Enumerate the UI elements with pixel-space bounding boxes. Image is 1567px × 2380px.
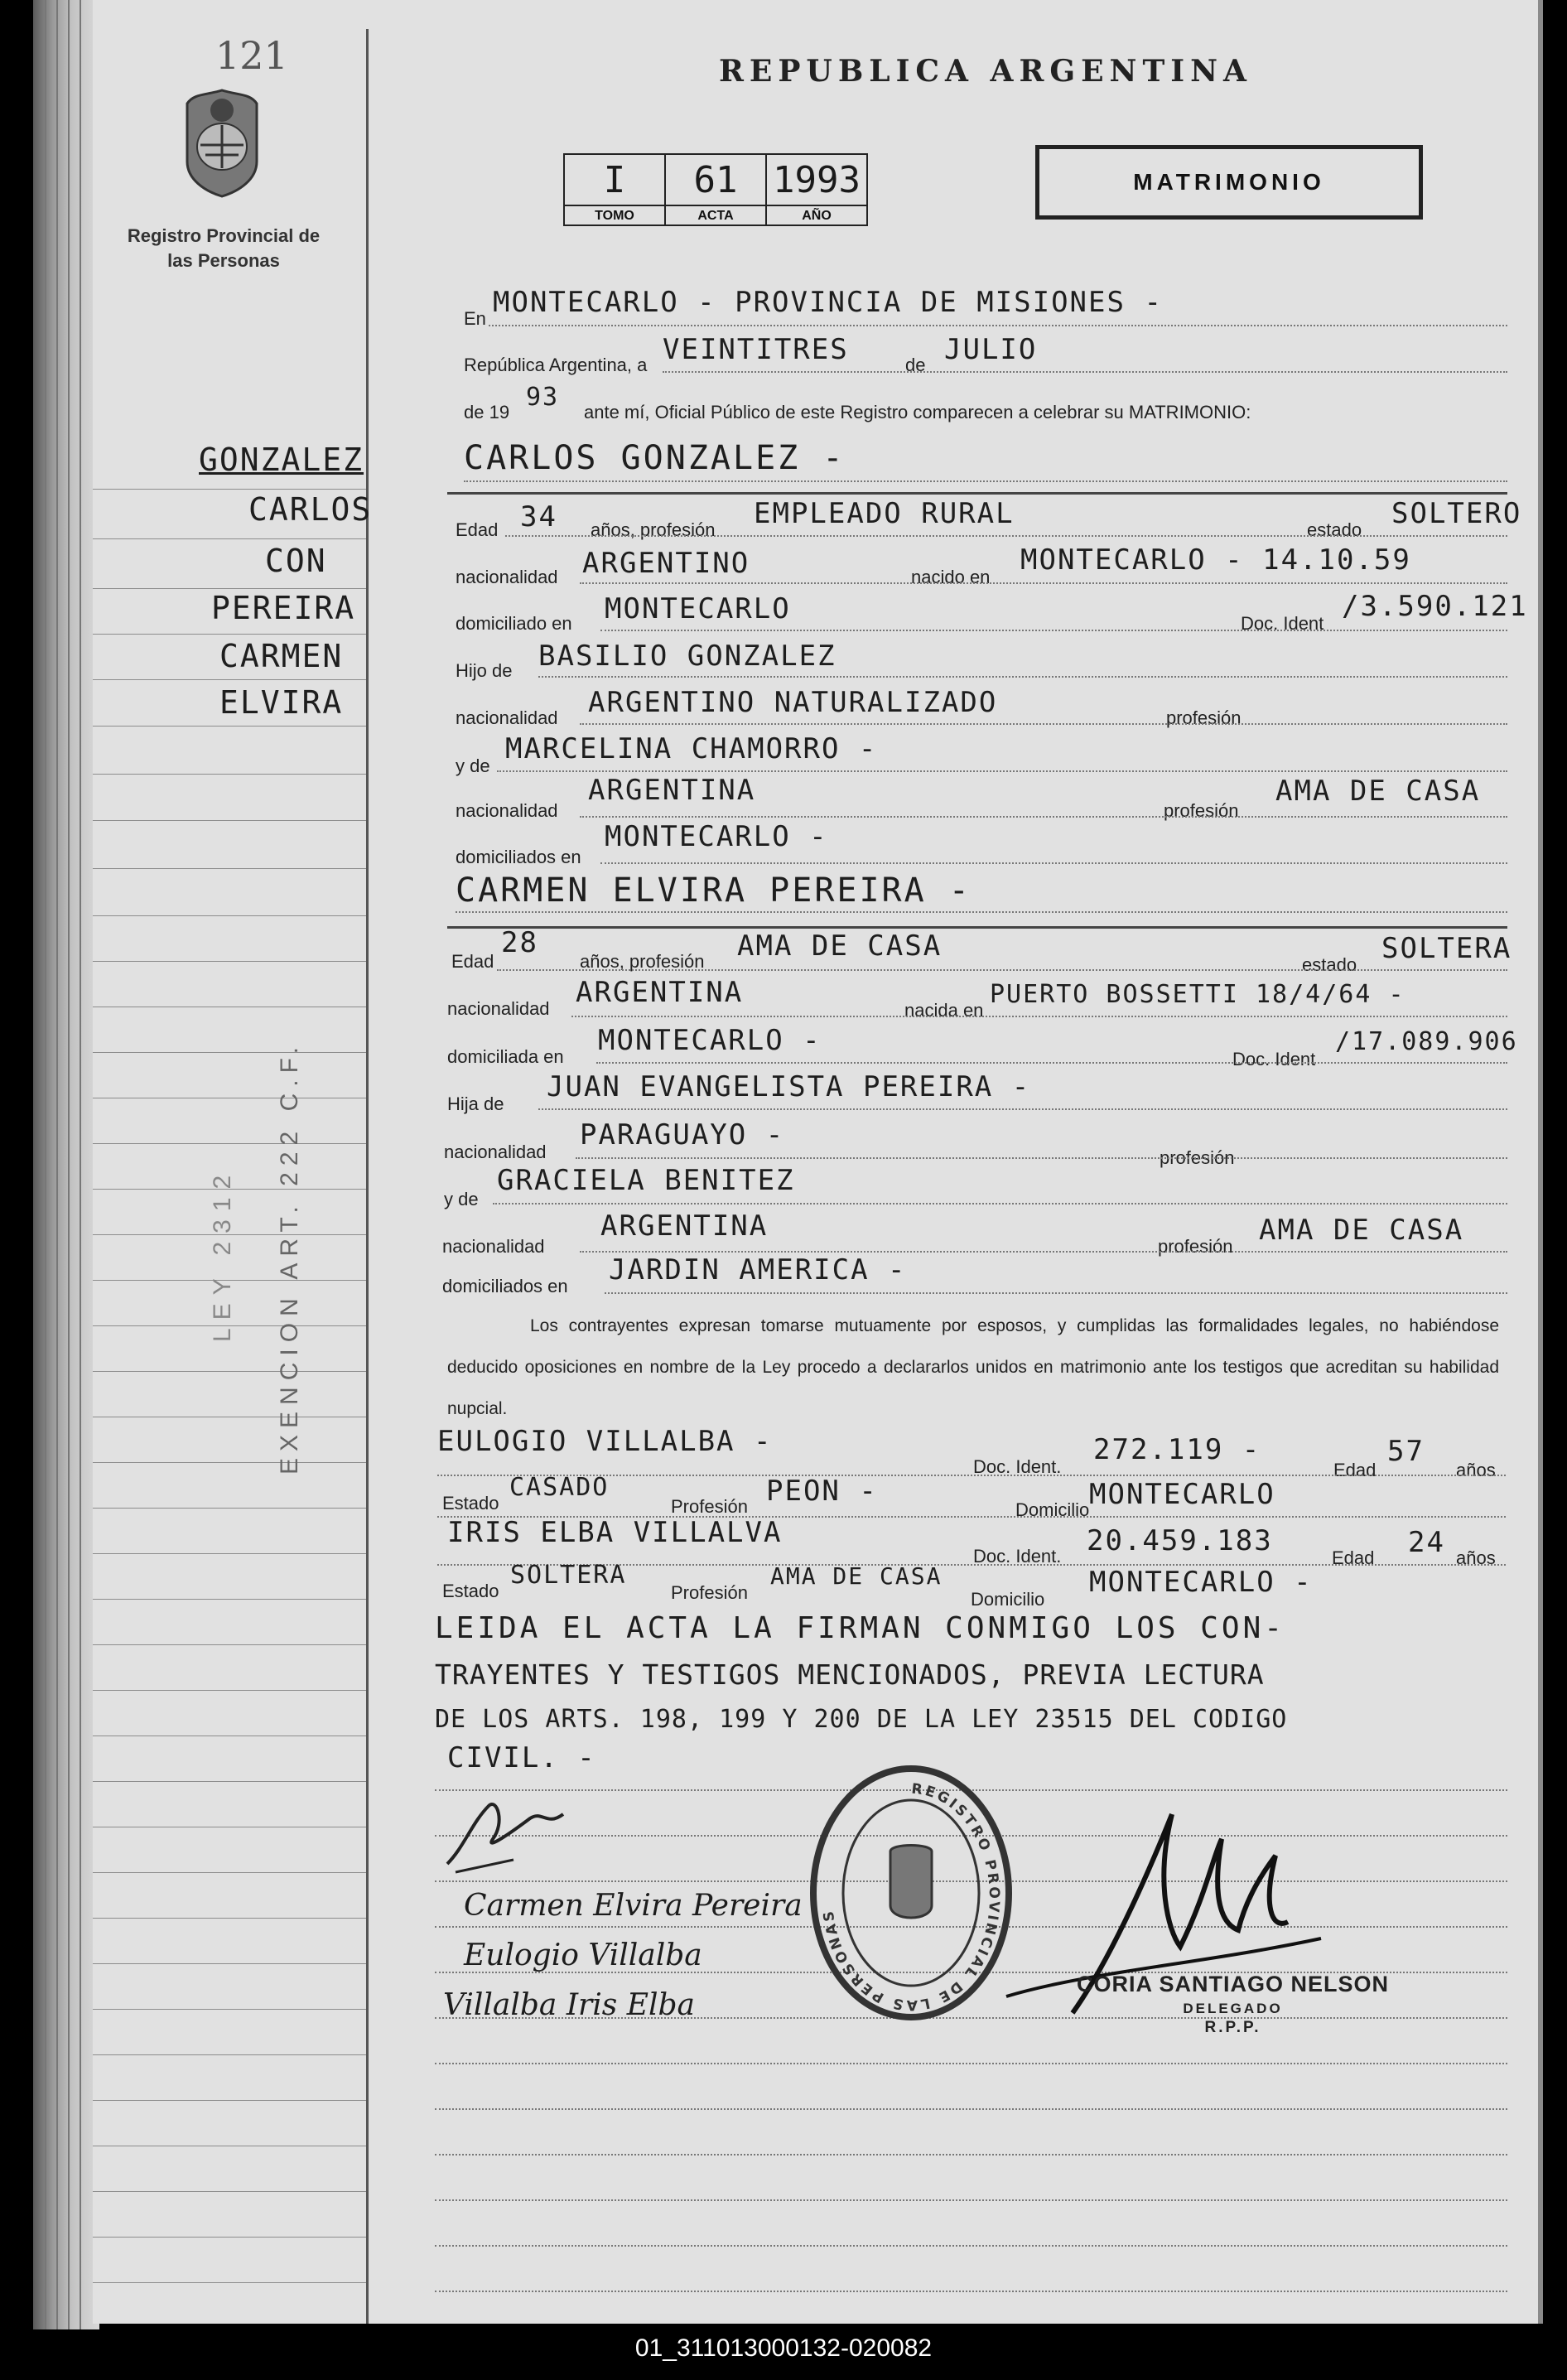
witness-1-domicilio: MONTECARLO — [1089, 1478, 1275, 1511]
bride-madre-prof: AMA DE CASA — [1259, 1214, 1464, 1247]
provincial-emblem-icon — [181, 87, 263, 199]
bride-madre-nac-label: nacionalidad — [442, 1236, 545, 1257]
acta-value: 61 — [665, 154, 766, 205]
de-label: de — [905, 355, 926, 375]
witness-2-signature: Villalba Iris Elba — [443, 1988, 695, 2022]
book-spine — [33, 0, 99, 2329]
bride-padres-dom: JARDIN AMERICA - — [609, 1253, 907, 1287]
bride-domicilio-label: domiciliada en — [447, 1046, 564, 1067]
bride-edad-label: Edad — [451, 951, 494, 972]
witness-2-domicilio-label: Domicilio — [971, 1589, 1045, 1610]
bride-profesion-label: años, profesión — [580, 951, 705, 972]
witness-2-domicilio: MONTECARLO - — [1089, 1566, 1313, 1599]
bride-madre: GRACIELA BENITEZ — [497, 1164, 795, 1197]
groom-madre-label: y de — [456, 756, 490, 776]
tomo-label: TOMO — [564, 205, 665, 225]
bride-separator — [447, 926, 1507, 929]
witness-1-domicilio-label: Domicilio — [1015, 1499, 1090, 1520]
groom-doc: /3.590.121 — [1342, 590, 1528, 623]
bride-padres-dom-label: domiciliados en — [442, 1276, 568, 1296]
closing-line-2: TRAYENTES Y TESTIGOS MENCIONADOS, PREVIA LECTURA — [435, 1658, 1265, 1691]
law-stamp-line1: LEY 2312 — [209, 1166, 236, 1342]
bride-padre-label: Hija de — [447, 1093, 504, 1114]
groom-signature-icon — [439, 1789, 571, 1880]
closing-line-4: CIVIL. - — [447, 1741, 596, 1774]
groom-profesion-label: años, profesión — [591, 519, 716, 540]
groom-separator — [447, 492, 1507, 495]
groom-domicilio-label: domiciliado en — [456, 613, 572, 634]
margin-name-3: CON — [265, 543, 327, 579]
witness-1-profesion: PEON - — [766, 1475, 878, 1508]
officer-stamp — [1077, 1972, 1389, 2037]
record-type-box: MATRIMONIO — [1035, 145, 1423, 220]
witness-1-doc-label: Doc. Ident. — [973, 1456, 1062, 1477]
groom-padres-dom-label: domiciliados en — [456, 847, 581, 867]
witness-2-profesion-label: Profesión — [671, 1582, 748, 1603]
bride-nacionalidad-label: nacionalidad — [447, 998, 550, 1019]
groom-madre: MARCELINA CHAMORRO - — [505, 732, 878, 765]
groom-domicilio: MONTECARLO — [605, 592, 791, 625]
witness-2-name: IRIS ELBA VILLALVA — [447, 1516, 783, 1549]
groom-padre: BASILIO GONZALEZ — [538, 640, 837, 673]
place-value: MONTECARLO - PROVINCIA DE MISIONES - — [493, 286, 1163, 319]
margin-name-1: GONZALEZ — [199, 442, 364, 478]
officer-name: CORIA SANTIAGO NELSON — [1077, 1972, 1390, 1996]
bride-name: CARMEN ELVIRA PEREIRA - — [456, 871, 972, 910]
officer-office: R.P.P. — [1204, 2019, 1261, 2036]
volume-record-box — [563, 153, 868, 226]
witness-1-signature: Eulogio Villalba — [464, 1938, 702, 1972]
groom-name: CARLOS GONZALEZ - — [464, 439, 846, 477]
groom-nacido: MONTECARLO - 14.10.59 — [1020, 543, 1411, 577]
witness-2-profesion: AMA DE CASA — [770, 1562, 943, 1590]
tomo-value: I — [564, 154, 665, 205]
document-title: REPUBLICA ARGENTINA — [719, 54, 1252, 89]
groom-edad-label: Edad — [456, 519, 499, 540]
groom-padres-dom: MONTECARLO - — [605, 820, 828, 853]
groom-madre-prof-label: profesión — [1164, 800, 1239, 821]
bride-nacida: PUERTO BOSSETTI 18/4/64 - — [990, 980, 1405, 1009]
witness-2-estado: SOLTERA — [510, 1561, 627, 1590]
groom-madre-nac: ARGENTINA — [588, 774, 756, 807]
groom-padre-nac-label: nacionalidad — [456, 707, 558, 728]
groom-nacido-label: nacido en — [911, 567, 991, 587]
groom-padre-label: Hijo de — [456, 660, 513, 681]
intro-text: ante mí, Oficial Público de este Registro comparecen a celebrar su MATRIMONIO: — [584, 402, 1251, 422]
margin-name-4: PEREIRA — [211, 590, 356, 626]
witness-1-edad-label: Edad — [1333, 1460, 1377, 1480]
groom-madre-nac-label: nacionalidad — [456, 800, 558, 821]
page-number: 121 — [215, 33, 288, 78]
witness-2-edad-label: Edad — [1332, 1547, 1375, 1568]
witness-1-profesion-label: Profesión — [671, 1496, 748, 1517]
groom-estado-label: estado — [1307, 519, 1362, 540]
groom-nacionalidad-label: nacionalidad — [456, 567, 558, 587]
declaration-text: Los contrayentes expresan tomarse mutuamente por esposos, y cumplidas las formalidades legales, no habiéndose deducido oposiciones en nombre de la Ley procedo a declararlos unidos en matrimonio ante los testigos que acreditan su habilidad nupcial. — [447, 1316, 1499, 1418]
year-prefix-label: de 19 — [464, 402, 510, 422]
bride-nacida-label: nacida en — [904, 1000, 984, 1021]
closing-line-3: DE LOS ARTS. 198, 199 Y 200 DE LA LEY 23515 DEL CODIGO — [435, 1705, 1288, 1734]
witness-1-name: EULOGIO VILLALBA - — [437, 1425, 773, 1458]
anio-label: AÑO — [766, 205, 867, 225]
en-label: En — [464, 308, 486, 329]
bride-padre: JUAN EVANGELISTA PEREIRA - — [547, 1070, 1031, 1103]
officer-title: DELEGADO — [1183, 2001, 1283, 2016]
republica-label: República Argentina, a — [464, 355, 648, 375]
margin-divider — [366, 29, 369, 2324]
registry-name: Registro Provincial de las Personas — [127, 225, 321, 271]
bride-estado: SOLTERA — [1381, 932, 1512, 965]
bride-madre-prof-label: profesión — [1158, 1236, 1233, 1257]
witness-2-doc: 20.459.183 — [1087, 1524, 1273, 1557]
year-suffix-value: 93 — [526, 383, 560, 412]
bride-madre-label: y de — [444, 1189, 479, 1209]
witness-2-edad: 24 — [1408, 1526, 1445, 1559]
bride-padre-prof-label: profesión — [1160, 1147, 1235, 1168]
acta-label: ACTA — [665, 205, 766, 225]
witness-2-estado-label: Estado — [442, 1581, 499, 1601]
margin-name-2: CARLOS — [248, 491, 373, 528]
law-stamp-line2: EXENCION ART. 222 C.F. — [276, 1040, 303, 1475]
witness-2-doc-label: Doc. Ident. — [973, 1546, 1062, 1567]
bride-signature: Carmen Elvira Pereira — [464, 1889, 803, 1923]
bride-domicilio: MONTECARLO - — [598, 1024, 822, 1057]
groom-edad: 34 — [520, 500, 557, 533]
bride-nacionalidad: ARGENTINA — [576, 976, 744, 1009]
anio-value: 1993 — [766, 154, 867, 205]
witness-1-estado-label: Estado — [442, 1493, 499, 1513]
witness-1-edad: 57 — [1387, 1435, 1425, 1468]
bride-madre-nac: ARGENTINA — [600, 1209, 769, 1243]
image-footer-id: 01_311013000132-020082 — [634, 2334, 933, 2362]
witness-2-anos-label: años — [1456, 1547, 1496, 1568]
groom-estado: SOLTERO — [1391, 497, 1522, 530]
groom-profesion: EMPLEADO RURAL — [754, 497, 1015, 530]
day-value: VEINTITRES — [663, 333, 849, 366]
bride-profesion: AMA DE CASA — [737, 929, 943, 963]
witness-1-anos-label: años — [1456, 1460, 1496, 1480]
bride-edad: 28 — [501, 926, 538, 959]
groom-madre-prof: AMA DE CASA — [1275, 775, 1481, 808]
groom-padre-prof-label: profesión — [1166, 707, 1242, 728]
margin-name-6: ELVIRA — [219, 684, 344, 721]
document-page — [93, 0, 1543, 2324]
bride-padre-nac-label: nacionalidad — [444, 1142, 547, 1162]
groom-nacionalidad: ARGENTINO — [582, 547, 750, 580]
groom-doc-label: Doc. Ident — [1241, 613, 1324, 634]
witness-1-doc: 272.119 - — [1093, 1433, 1261, 1466]
witness-1-estado: CASADO — [509, 1473, 610, 1502]
bride-padre-nac: PARAGUAYO - — [580, 1118, 785, 1151]
bride-doc: /17.089.906 — [1335, 1027, 1518, 1056]
month-value: JULIO — [944, 333, 1038, 366]
bride-estado-label: estado — [1302, 954, 1357, 975]
seal-text: REGISTRO PROVINCIAL DE LAS PERSONAS — [820, 1780, 1003, 2014]
registry-seal-icon — [808, 1760, 1015, 2025]
margin-name-5: CARMEN — [219, 638, 344, 674]
groom-padre-nac: ARGENTINO NATURALIZADO — [588, 686, 998, 719]
closing-line-1: LEIDA EL ACTA LA FIRMAN CONMIGO LOS CON- — [435, 1611, 1285, 1645]
bride-doc-label: Doc. Ident — [1232, 1049, 1316, 1069]
